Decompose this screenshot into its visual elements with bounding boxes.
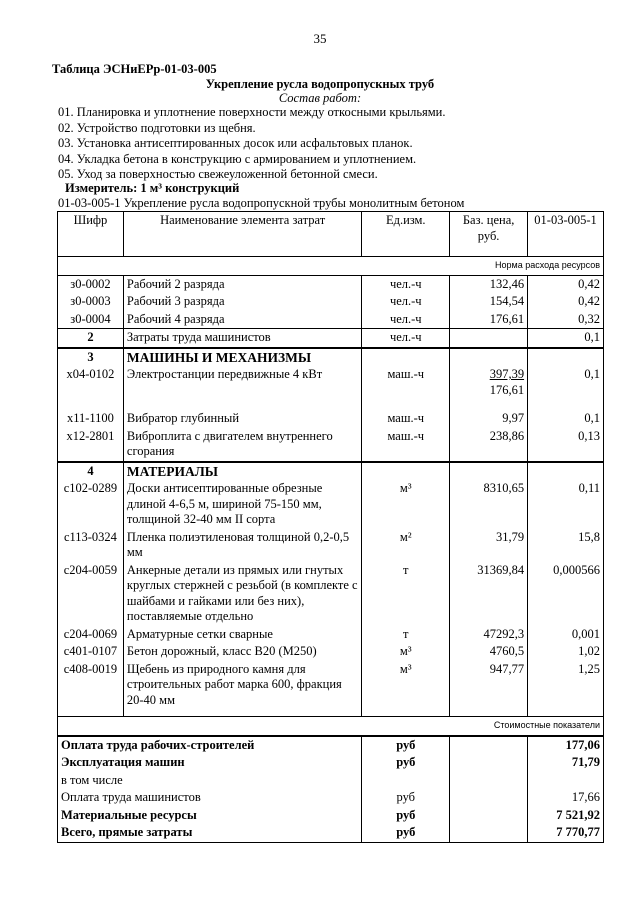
summary-row [58,824,604,842]
summary-label: Эксплуатация машин [58,754,362,772]
row-price: 154,54 [450,293,528,311]
row-name: Доски антисептированные обрезные длиной 4-6,5 м, шириной 75-150 мм, толщиной 32-40 мм II сорта [123,480,361,529]
row-name: Рабочий 2 разряда [123,275,361,293]
summary-label: Материальные ресурсы [58,807,362,825]
row-rate: 1,25 [528,661,604,717]
table-row [58,410,604,428]
row-price: 4760,5 [450,643,528,661]
table-caption: 01-03-005-1 Укрепление русла водопропускной трубы монолитным бетоном [58,196,465,210]
row-code: с102-0289 [58,480,124,529]
section-code: 4 [58,462,124,481]
table-row [58,311,604,329]
composition-title: Состав работ: [278,91,362,105]
summary-row [58,736,604,755]
table-row [58,562,604,626]
row-unit: чел.-ч [362,329,450,348]
row-rate: 0,1 [528,329,604,348]
row-rate: 1,02 [528,643,604,661]
row-name: Электростанции передвижные 4 кВт [123,366,361,410]
row-name: Арматурные сетки сварные [123,626,361,644]
summary-unit: руб [362,736,450,755]
summary-unit: руб [362,789,450,807]
row-price: 9,97 [450,410,528,428]
row-unit: маш.-ч [362,428,450,462]
row-unit: маш.-ч [362,410,450,428]
summary-unit: руб [362,824,450,842]
header-rate: 01-03-005-1 [528,212,604,257]
row-price: 31369,84 [450,562,528,626]
summary-label: Оплата труда машинистов [58,789,362,807]
section-row [58,462,604,481]
row-price: 31,79 [450,529,528,562]
section-row [58,348,604,367]
row-rate: 0,001 [528,626,604,644]
header-unit: Ед.изм. [362,212,450,257]
row-rate: 0,1 [528,366,604,410]
row-unit: т [362,626,450,644]
summary-label: Оплата труда рабочих-строителей [58,736,362,755]
summary-value: 71,79 [528,754,604,772]
table-title: Таблица ЭСНиЕРр-01-03-005 [52,62,217,76]
cost-label-row [58,717,604,736]
row-rate: 0,42 [528,293,604,311]
row-name: Бетон дорожный, класс В20 (М250) [123,643,361,661]
summary-row [58,807,604,825]
header-name: Наименование элемента затрат [123,212,361,257]
work-item: 03. Установка антисептированных досок или асфальтовых планок. [58,136,413,151]
row-name: Пленка полиэтиленовая толщиной 0,2-0,5 мм [123,529,361,562]
row-price: 176,61 [450,311,528,329]
row-code: з0-0003 [58,293,124,311]
row-rate: 15,8 [528,529,604,562]
row-unit: м³ [362,480,450,529]
norm-label: Норма расхода ресурсов [58,257,604,276]
row-code: с204-0059 [58,562,124,626]
header-row [58,212,604,257]
row-unit: чел.-ч [362,293,450,311]
row-code: х11-1100 [58,410,124,428]
row-price [450,366,528,410]
row-price: 8310,65 [450,480,528,529]
row-code: з0-0002 [58,275,124,293]
row-code: х04-0102 [58,366,124,410]
row-name: Вибратор глубинный [123,410,361,428]
cost-label: Стоимостные показатели [58,717,604,736]
table-row [58,293,604,311]
work-item: 01. Планировка и уплотнение поверхности между откосными крыльями. [58,105,446,119]
work-item: 02. Устройство подготовки из щебня. [58,120,256,135]
row-price: 47292,3 [450,626,528,644]
table-row [58,275,604,293]
price-value: 397,39 [489,367,525,381]
row-unit: м³ [362,643,450,661]
header-price: Баз. цена, руб. [450,212,528,257]
row-rate: 0,42 [528,275,604,293]
row-unit: чел.-ч [362,311,450,329]
summary-value: 7 770,77 [528,824,604,842]
work-item: 04. Укладка бетона в конструкцию с армированием и уплотнением. [58,151,417,166]
works-list [58,105,446,183]
row-unit: м² [362,529,450,562]
row-unit: т [362,562,450,626]
row-price: 238,86 [450,428,528,462]
section-code: 3 [58,348,124,367]
table-row [58,366,604,410]
table-row [58,428,604,462]
summary-unit: руб [362,807,450,825]
row-price: 947,77 [450,661,528,717]
work-item: 05. Уход за поверхностью свежеуложенной бетонной смеси. [58,167,378,182]
row-name: Анкерные детали из прямых или гнутых круглых стержней с резьбой (в комплекте с шайбами и гайками или без них), поставляемые отдельно [123,562,361,626]
section-title: МАТЕРИАЛЫ [123,462,361,481]
row-rate: 0,1 [528,410,604,428]
row-unit: м³ [362,661,450,717]
row-price [450,329,528,348]
row-code: с408-0019 [58,661,124,717]
table-row [58,626,604,644]
summary-label: Всего, прямые затраты [58,824,362,842]
resource-table [57,211,604,843]
table-row [58,529,604,562]
row-code: с204-0069 [58,626,124,644]
row-unit: чел.-ч [362,275,450,293]
section-title: МАШИНЫ И МЕХАНИЗМЫ [123,348,361,367]
row-name: Щебень из природного камня для строительных работ марка 600, фракция 20-40 мм [123,661,361,717]
summary-row [58,772,604,790]
row-price: 132,46 [450,275,528,293]
row-rate: 0,000566 [528,562,604,626]
row-name: Виброплита с двигателем внутреннего сгорания [123,428,361,462]
norm-row [58,257,604,276]
row-rate: 0,32 [528,311,604,329]
summary-label: в том числе [58,772,362,790]
subject-title: Укрепление русла водопропускных труб [205,77,435,91]
summary-value: 7 521,92 [528,807,604,825]
table-row [58,480,604,529]
row-code: х12-2801 [58,428,124,462]
summary-value: 17,66 [528,789,604,807]
summary-unit: руб [362,754,450,772]
table-row [58,329,604,348]
row-code: з0-0004 [58,311,124,329]
row-code: 2 [58,329,124,348]
table-row [58,643,604,661]
row-code: с113-0324 [58,529,124,562]
measure-unit: Измеритель: 1 м³ конструкций [65,181,240,195]
row-name: Затраты труда машинистов [123,329,361,348]
row-rate: 0,11 [528,480,604,529]
summary-value: 177,06 [528,736,604,755]
header-code: Шифр [58,212,124,257]
page-number: 35 [313,31,327,46]
table-row [58,661,604,717]
row-name: Рабочий 4 разряда [123,311,361,329]
row-unit: маш.-ч [362,366,450,410]
row-rate: 0,13 [528,428,604,462]
row-code: с401-0107 [58,643,124,661]
price-value-2: 176,61 [489,382,525,397]
summary-row [58,789,604,807]
summary-row [58,754,604,772]
row-name: Рабочий 3 разряда [123,293,361,311]
